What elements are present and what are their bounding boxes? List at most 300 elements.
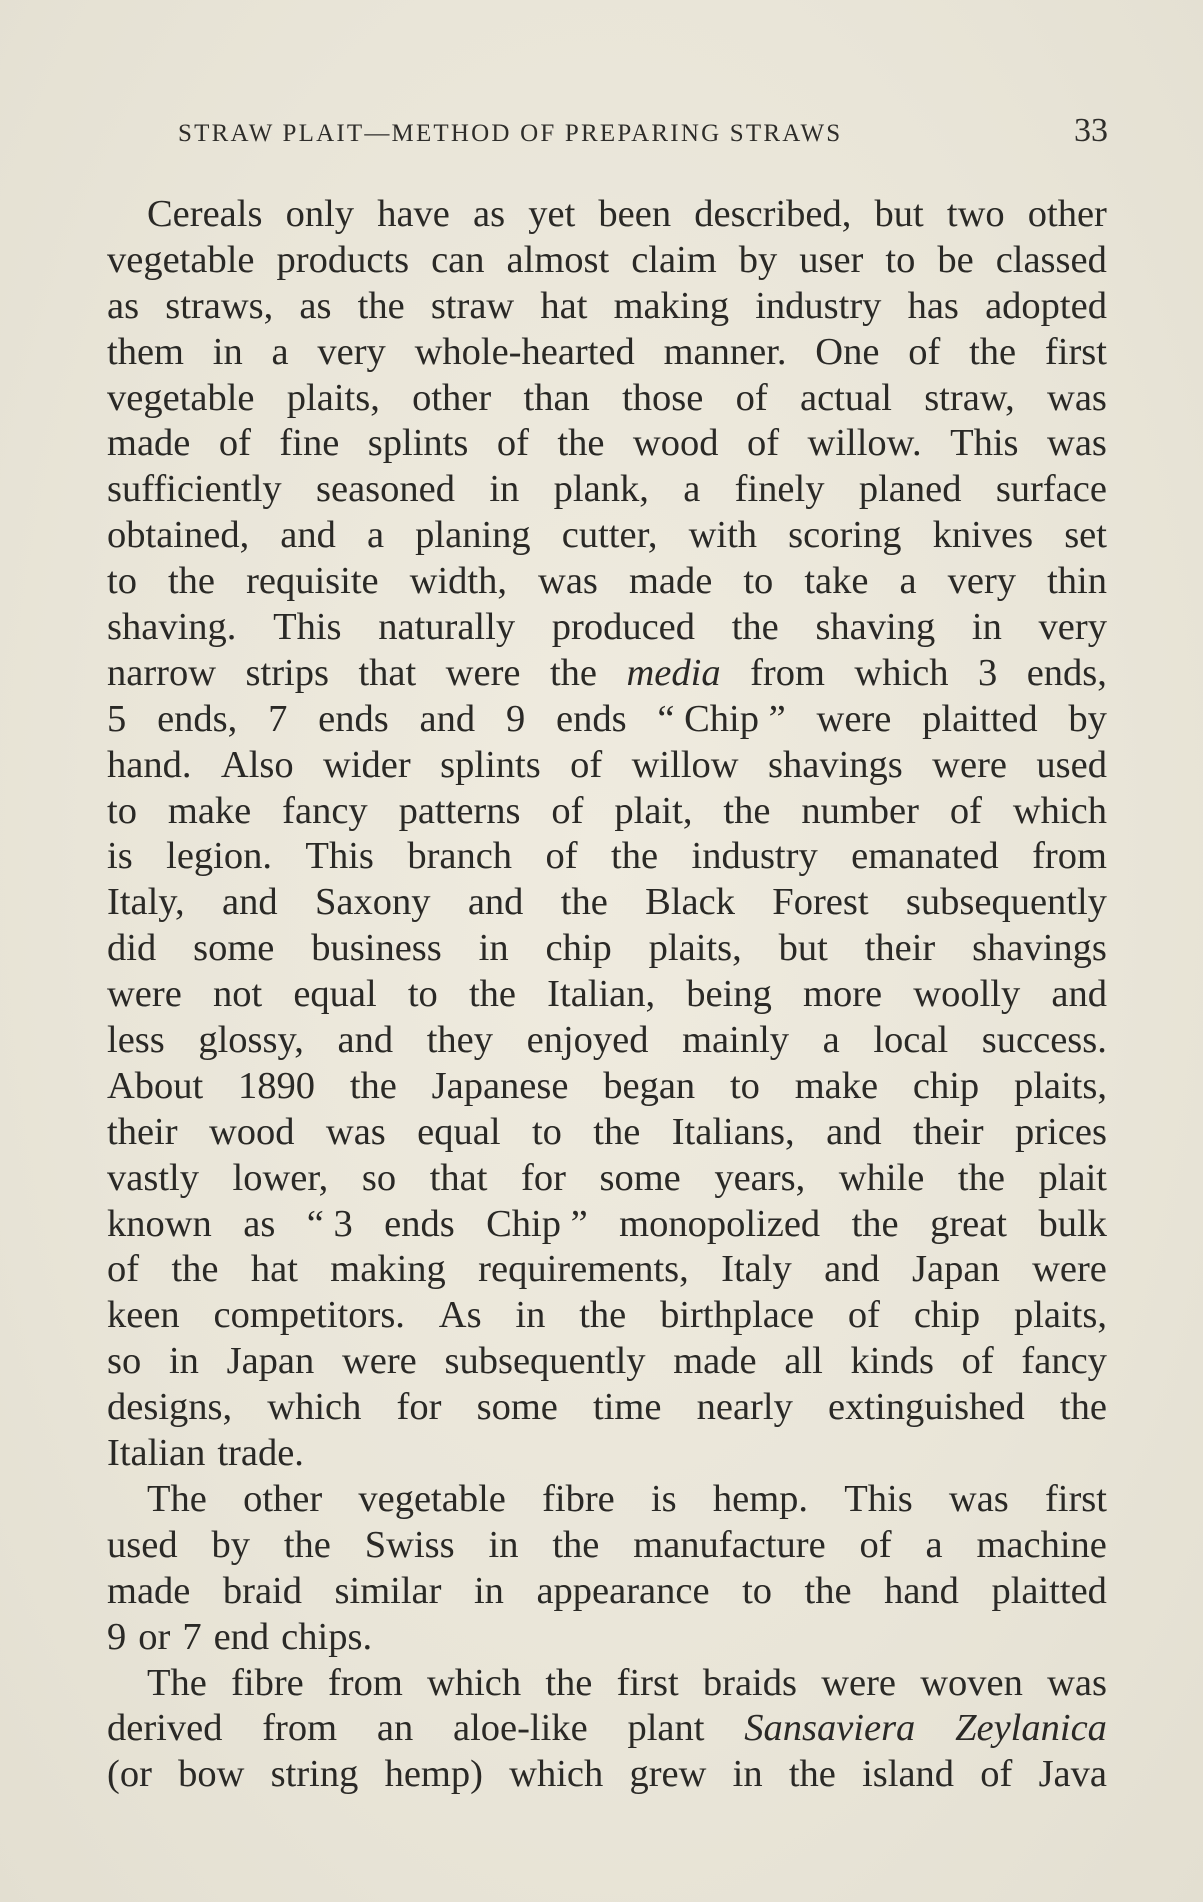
word: splints <box>440 743 541 786</box>
word: them <box>107 330 184 373</box>
word: been <box>598 193 672 235</box>
word: be <box>937 238 974 281</box>
word: plant <box>627 1707 705 1750</box>
word: were <box>107 973 182 1016</box>
word: they <box>426 1019 494 1062</box>
word: grew <box>629 1753 707 1796</box>
word: is <box>650 1477 677 1520</box>
word: Zeylanica <box>955 1707 1107 1750</box>
word: Chip ” <box>486 1202 588 1245</box>
word: nearly <box>696 1386 793 1429</box>
word: 1890 <box>238 1064 316 1107</box>
word: but <box>778 927 828 970</box>
text-line <box>107 559 1107 605</box>
word: the <box>579 1294 627 1337</box>
word: was <box>538 560 598 603</box>
word: ends <box>384 1202 455 1245</box>
text-line <box>107 834 1107 880</box>
word: was <box>1047 376 1107 419</box>
word: whole-hearted <box>414 330 635 373</box>
word: in <box>168 1340 199 1383</box>
word: classed <box>995 238 1107 281</box>
word: more <box>803 973 883 1016</box>
word: knives <box>932 514 1034 557</box>
word: were <box>1032 1248 1107 1291</box>
word: in <box>971 606 1002 649</box>
word: as <box>243 1202 276 1245</box>
word: and <box>826 1110 882 1153</box>
word: by <box>738 238 778 281</box>
word: The <box>147 1661 207 1704</box>
word: 7 <box>182 1615 202 1658</box>
word: number <box>801 789 919 832</box>
word: shaving. <box>107 606 237 649</box>
word: those <box>622 376 704 419</box>
word: first <box>1044 330 1107 373</box>
text-line <box>107 789 1107 835</box>
word: so <box>361 1156 397 1199</box>
text-line <box>107 1202 1107 1248</box>
word: straw, <box>924 376 1015 419</box>
word: which <box>267 1386 362 1429</box>
word: the <box>560 881 608 924</box>
word: Japan <box>226 1340 315 1383</box>
word: to <box>729 1064 760 1107</box>
word: wood <box>208 1110 295 1153</box>
word: began <box>603 1064 696 1107</box>
word: birthplace <box>660 1294 815 1337</box>
word: This <box>950 422 1019 465</box>
text-line <box>107 1615 1107 1661</box>
word: of <box>949 789 982 832</box>
word: products <box>276 238 410 281</box>
word: success. <box>981 1019 1107 1062</box>
text-line <box>107 238 1107 284</box>
word: were <box>816 697 892 740</box>
text-line <box>107 1064 1107 1110</box>
word: hemp) <box>384 1753 483 1796</box>
word: did <box>107 927 157 970</box>
word: branch <box>407 835 513 878</box>
word: was <box>948 1477 1009 1520</box>
word: from <box>327 1661 403 1704</box>
text-line <box>107 926 1107 972</box>
text-line <box>107 330 1107 376</box>
word: while <box>838 1156 925 1199</box>
word: were <box>821 1661 896 1704</box>
word: to <box>107 560 137 603</box>
word: to <box>531 1110 562 1153</box>
text-line <box>107 697 1107 743</box>
word: the <box>357 284 405 327</box>
word: This <box>844 1477 913 1520</box>
word: known <box>107 1202 212 1245</box>
word: only <box>285 193 355 235</box>
word: being <box>686 973 772 1016</box>
word: plait, <box>614 789 693 832</box>
word: 3 <box>977 651 998 694</box>
word: chip <box>545 927 612 970</box>
word: of <box>847 1294 880 1337</box>
word: which <box>854 651 949 694</box>
word: emanated <box>851 835 999 878</box>
word: the <box>545 1661 593 1704</box>
word: were <box>932 743 1007 786</box>
word: shavings <box>768 743 903 786</box>
word: to <box>107 789 137 832</box>
word: were <box>341 1340 417 1383</box>
word: and <box>467 881 524 924</box>
word: of <box>908 330 941 373</box>
word: as <box>299 284 332 327</box>
word: their <box>913 1110 984 1153</box>
word: Cereals <box>147 193 263 235</box>
word: all <box>784 1340 823 1383</box>
word: willow <box>631 743 739 786</box>
word: lower, <box>232 1156 329 1199</box>
word: machine <box>976 1523 1107 1566</box>
word: plaitted <box>991 1569 1107 1612</box>
word: which <box>427 1661 522 1704</box>
word: requisite <box>246 560 379 603</box>
word: shaving <box>815 606 936 649</box>
word: vegetable <box>358 1477 506 1520</box>
word: in <box>473 1569 504 1612</box>
word: plait <box>1038 1156 1107 1199</box>
word: or <box>138 1615 171 1658</box>
word: user <box>799 238 864 281</box>
word: fine <box>279 422 340 465</box>
word: of <box>496 422 529 465</box>
word: the <box>804 1569 852 1612</box>
word: Forest <box>772 881 869 924</box>
word: other <box>1027 193 1107 235</box>
word: in <box>488 1523 519 1566</box>
word: ends <box>318 697 389 740</box>
text-line <box>107 1523 1107 1569</box>
word: their <box>864 927 936 970</box>
word: the <box>167 560 216 603</box>
word: the <box>349 1064 397 1107</box>
word: time <box>593 1386 662 1429</box>
text-line <box>107 880 1107 926</box>
word: of <box>218 422 251 465</box>
word: ends, <box>157 697 238 740</box>
word: adopted <box>985 284 1107 327</box>
word: the <box>283 1523 331 1566</box>
word: keen <box>107 1294 180 1337</box>
word: cutter, <box>561 514 658 557</box>
word: very <box>317 330 386 373</box>
word: and <box>337 1019 394 1062</box>
word: so <box>107 1340 142 1383</box>
word: fancy <box>1021 1340 1107 1383</box>
word: prices <box>1015 1110 1107 1153</box>
word: years, <box>714 1156 806 1199</box>
word: a <box>683 468 701 511</box>
word: of <box>570 743 603 786</box>
word: was <box>1047 422 1107 465</box>
word: used <box>1036 743 1107 786</box>
word: were <box>445 651 521 694</box>
word: Japan <box>912 1248 1000 1291</box>
word: that <box>429 1156 488 1199</box>
word: subsequently <box>905 881 1107 924</box>
word: that <box>358 651 417 694</box>
word: plaits, <box>1013 1064 1107 1107</box>
word: thin <box>1047 560 1107 603</box>
word: to <box>885 238 916 281</box>
word: industry <box>691 835 818 878</box>
word: island <box>862 1753 955 1796</box>
text-line <box>107 651 1107 697</box>
text-line <box>107 1706 1107 1752</box>
word: to <box>407 973 438 1016</box>
word: from <box>262 1707 338 1750</box>
word: wider <box>323 743 411 786</box>
word: the <box>171 1248 219 1291</box>
word: chips. <box>281 1615 373 1658</box>
word: hand. <box>107 743 192 786</box>
word: trade. <box>217 1432 304 1475</box>
word: great <box>930 1202 1008 1245</box>
word: plank, <box>553 468 649 511</box>
word: make <box>167 789 252 832</box>
word: in <box>212 330 243 373</box>
word: of <box>545 835 578 878</box>
word: patterns <box>398 789 521 832</box>
word: end <box>213 1615 270 1658</box>
word: making <box>330 1248 446 1291</box>
word: strips <box>245 651 329 694</box>
word: was <box>325 1110 386 1153</box>
word: for <box>396 1386 442 1429</box>
word: chip <box>913 1294 981 1337</box>
word: in <box>478 927 509 970</box>
word: a <box>822 1019 840 1062</box>
word: was <box>1047 1661 1107 1704</box>
word: manner. <box>663 330 787 373</box>
word: some <box>599 1156 681 1199</box>
word: of <box>551 789 584 832</box>
word: very <box>1038 606 1107 649</box>
word: in <box>489 468 520 511</box>
word: sufficiently <box>107 468 282 511</box>
word: appearance <box>536 1569 710 1612</box>
word: business <box>311 927 442 970</box>
word: and <box>1051 973 1107 1016</box>
word: vastly <box>107 1156 199 1199</box>
word: Japanese <box>431 1064 569 1107</box>
word: the <box>552 1523 600 1566</box>
word: first <box>616 1661 679 1704</box>
word: Italians, <box>671 1110 795 1153</box>
word: shavings <box>972 927 1107 970</box>
word: as <box>107 284 140 327</box>
word: in <box>515 1294 546 1337</box>
word: hand <box>884 1569 959 1612</box>
text-line <box>107 467 1107 513</box>
word: requirements, <box>478 1248 689 1291</box>
word: an <box>376 1707 414 1750</box>
word: braids <box>702 1661 797 1704</box>
word: hemp. <box>712 1477 809 1520</box>
text-line <box>107 1018 1107 1064</box>
word: yet <box>528 193 576 235</box>
word: fancy <box>282 789 368 832</box>
word: Italy <box>721 1248 792 1291</box>
word: “ Chip ” <box>657 697 786 740</box>
text-line <box>107 376 1107 422</box>
word: two <box>946 193 1005 235</box>
text-line <box>107 743 1107 789</box>
word: the <box>851 1202 899 1245</box>
word: local <box>873 1019 949 1062</box>
running-title: STRAW PLAIT—METHOD OF PREPARING STRAWS <box>178 120 843 147</box>
word: fibre <box>231 1661 304 1704</box>
word: other <box>412 376 492 419</box>
word: willow. <box>807 422 922 465</box>
word: glossy, <box>198 1019 304 1062</box>
word: (or <box>107 1753 152 1796</box>
word: by <box>1068 697 1107 740</box>
word: a <box>271 330 289 373</box>
word: which <box>1012 789 1107 832</box>
word: planing <box>415 514 531 557</box>
word: plaits, <box>286 376 380 419</box>
word: which <box>509 1753 604 1796</box>
word: derived <box>107 1707 223 1750</box>
word: first <box>1044 1477 1107 1520</box>
word: straw <box>430 284 515 327</box>
text-line <box>107 1569 1107 1615</box>
word: splints <box>367 422 469 465</box>
word: obtained, <box>107 514 250 557</box>
word: manufacture <box>633 1523 826 1566</box>
word: enjoyed <box>526 1019 649 1062</box>
word: About <box>107 1064 204 1107</box>
text-line <box>107 1477 1107 1523</box>
word: described, <box>694 193 852 235</box>
word: the <box>557 422 605 465</box>
word: width, <box>409 560 507 603</box>
word: a <box>899 560 917 603</box>
word: the <box>723 789 771 832</box>
word: industry <box>755 284 882 327</box>
word: equal <box>293 973 377 1016</box>
word: legion. <box>166 835 272 878</box>
page-number: 33 <box>1074 112 1108 149</box>
text-line <box>107 1661 1107 1707</box>
word: 9 <box>107 1615 127 1658</box>
word: can <box>431 238 485 281</box>
word: a <box>925 1523 943 1566</box>
word: scoring <box>788 514 902 557</box>
word: Sansaviera <box>744 1707 916 1750</box>
word: 9 <box>505 697 526 740</box>
word: ends <box>556 697 627 740</box>
word: surface <box>995 468 1107 511</box>
body-text <box>107 192 1107 1798</box>
word: This <box>273 606 342 649</box>
word: the <box>611 835 659 878</box>
text-line <box>107 192 1107 238</box>
word: not <box>212 973 263 1016</box>
word: to <box>742 1569 773 1612</box>
word: of <box>107 1248 140 1291</box>
word: of <box>735 376 768 419</box>
word: One <box>815 330 880 373</box>
text-line <box>107 421 1107 467</box>
word: the <box>1059 1386 1107 1429</box>
word: some <box>476 1386 558 1429</box>
text-line <box>107 513 1107 559</box>
word: in <box>732 1753 763 1796</box>
word: have <box>377 193 450 235</box>
word: for <box>521 1156 566 1199</box>
word: claim <box>631 238 717 281</box>
word: naturally <box>378 606 516 649</box>
word: narrow <box>107 651 217 694</box>
word: some <box>193 927 275 970</box>
word: plaits, <box>648 927 742 970</box>
word: by <box>211 1523 250 1566</box>
word: finely <box>734 468 825 511</box>
word: straws, <box>165 284 274 327</box>
text-line <box>107 1156 1107 1202</box>
word: and <box>419 697 476 740</box>
word: planed <box>858 468 962 511</box>
word: make <box>794 1064 879 1107</box>
word: seasoned <box>316 468 455 511</box>
word: almost <box>506 238 610 281</box>
word: designs, <box>107 1386 233 1429</box>
word: produced <box>551 606 696 649</box>
word: less <box>107 1019 165 1062</box>
word: but <box>874 193 924 235</box>
word: media <box>626 651 721 694</box>
text-line <box>107 1110 1107 1156</box>
word: vegetable <box>107 238 255 281</box>
text-line <box>107 1752 1107 1798</box>
word: bow <box>178 1753 245 1796</box>
word: of <box>746 422 780 465</box>
word: made <box>107 1569 191 1612</box>
word: 7 <box>268 697 288 740</box>
word: monopolized <box>619 1202 821 1245</box>
word: made <box>673 1340 757 1383</box>
word: bulk <box>1038 1202 1107 1245</box>
word: with <box>688 514 758 557</box>
word: Italian <box>107 1432 206 1475</box>
word: actual <box>800 376 892 419</box>
word: extinguished <box>827 1386 1025 1429</box>
running-head <box>178 112 1108 152</box>
word: the <box>731 606 779 649</box>
word: hat <box>540 284 588 327</box>
word: plaits, <box>1013 1294 1107 1337</box>
word: Also <box>220 743 294 786</box>
word: the <box>549 651 598 694</box>
text-line <box>107 1385 1107 1431</box>
word: the <box>468 973 517 1016</box>
word: as <box>473 193 506 235</box>
word: fibre <box>542 1477 615 1520</box>
word: As <box>438 1294 482 1337</box>
text-line <box>107 605 1107 651</box>
word: to <box>743 560 774 603</box>
word: Saxony <box>314 881 431 924</box>
